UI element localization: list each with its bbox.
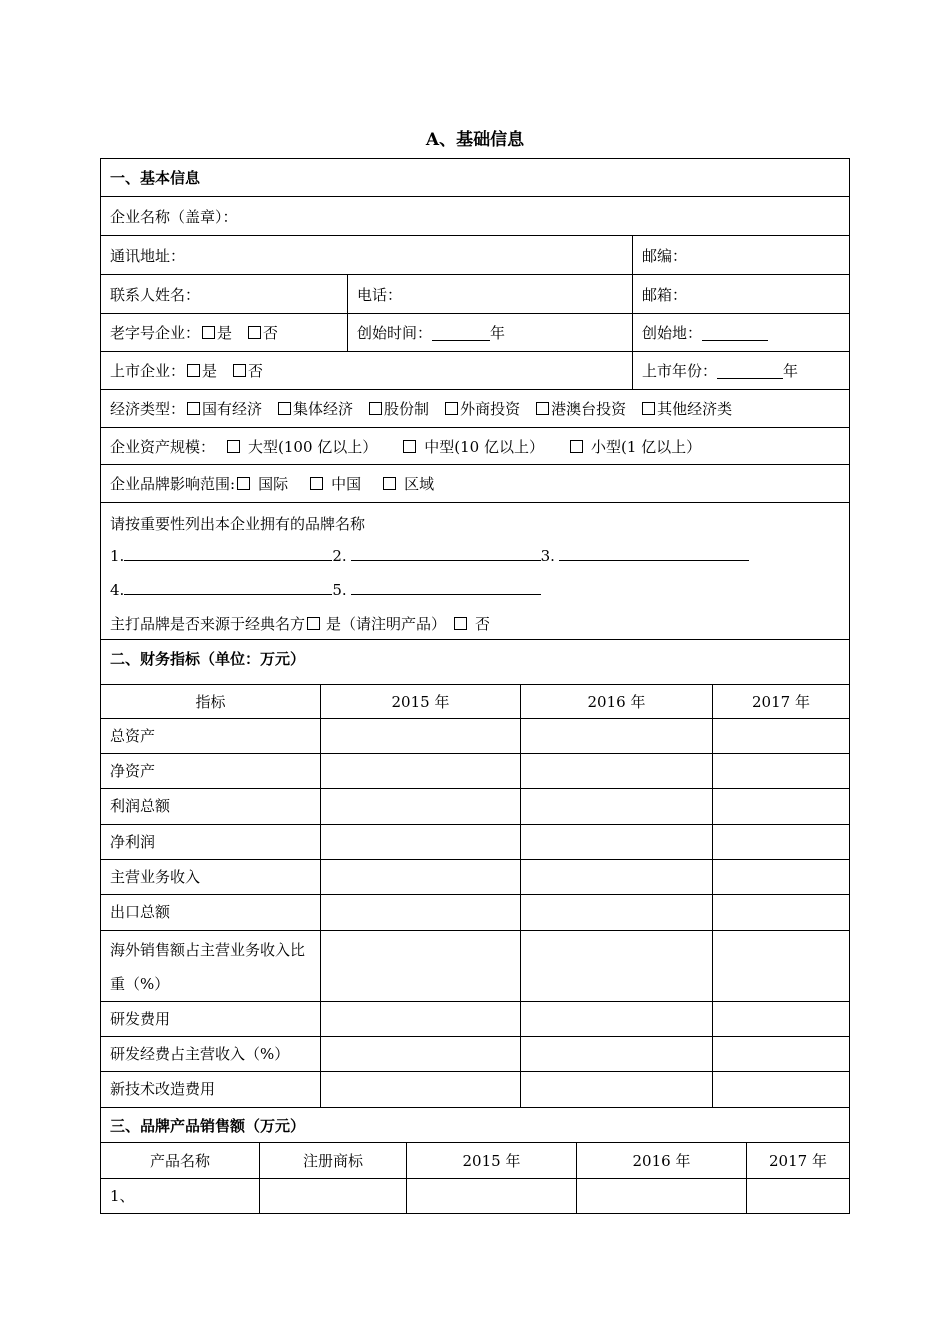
founded-time-label: 创始时间： [357,324,433,342]
listed-field [101,352,632,389]
table-row [100,1002,850,1037]
table-row [100,1179,850,1214]
laozihao-yes-label: 是 [217,324,233,342]
sales-col-product: 产品名称 [149,1152,210,1170]
basic-info-form [100,158,850,1214]
brand-2-blank[interactable] [351,545,541,561]
contact-row [100,275,850,314]
finance-cell-2017[interactable] [712,1072,849,1107]
finance-cell-2015[interactable] [320,860,520,894]
brand-list-block [101,503,849,639]
finance-cell-2016[interactable] [520,789,712,824]
sales-cell-2017[interactable] [746,1179,849,1213]
finance-row-label: 净利润 [110,833,156,851]
finance-row-label: 净资产 [110,762,156,780]
brand-number: 3. [540,547,555,565]
finance-cell-2017[interactable] [712,895,849,930]
economy-other-checkbox[interactable] [642,402,655,415]
listed-year-blank[interactable] [717,363,783,379]
brand-list-line-1 [110,539,840,573]
finance-cell-2015[interactable] [320,931,520,1001]
founded-time-field [347,314,632,351]
sales-col-2017: 2017 年 [746,1143,849,1178]
asset-option-label: 大型(100 亿以上） [248,437,378,456]
contact-name-field[interactable]: 联系人姓名： [110,285,201,304]
sales-cell-2016[interactable] [576,1179,746,1213]
founded-place-label: 创始地： [642,324,703,342]
asset-medium-checkbox[interactable] [403,440,416,453]
brand-influence-label: 企业品牌影响范围: [110,475,236,493]
finance-cell-2017[interactable] [712,754,849,788]
finance-cell-2016[interactable] [520,1037,712,1071]
economy-foreign-checkbox[interactable] [445,402,458,415]
economy-option-label: 港澳台投资 [551,400,627,418]
sales-header-row [100,1143,850,1179]
table-row [100,931,850,1002]
asset-scale-label: 企业资产规模： [110,437,216,456]
sales-cell-trademark[interactable] [259,1179,406,1213]
brand-option-label: 国际 [258,475,289,493]
brand-5-blank[interactable] [351,579,541,595]
finance-row-label: 利润总额 [110,797,171,815]
brand-international-checkbox[interactable] [237,477,250,490]
table-row [100,825,850,860]
table-row [100,1037,850,1072]
finance-col-2015: 2015 年 [320,685,520,718]
section-title: 二、财务指标（单位：万元） [110,650,306,668]
listed-year-label: 上市年份： [642,362,718,380]
finance-cell-2016[interactable] [520,860,712,894]
asset-large-checkbox[interactable] [227,440,240,453]
listed-yes-checkbox[interactable] [187,364,200,377]
finance-cell-2017[interactable] [712,1037,849,1071]
postcode-field[interactable]: 邮编： [632,236,849,274]
finance-row-label: 总资产 [110,727,156,745]
company-name-row [100,197,850,236]
finance-cell-2017[interactable] [712,860,849,894]
brand-3-blank[interactable] [559,545,749,561]
founded-time-blank[interactable] [432,325,490,341]
finance-cell-2016[interactable] [520,825,712,859]
economy-collective-checkbox[interactable] [278,402,291,415]
listed-no-checkbox[interactable] [233,364,246,377]
founded-place-blank[interactable] [702,325,768,341]
table-row [100,1072,850,1108]
listed-label: 上市企业： [110,362,186,380]
finance-row-label: 出口总额 [110,903,171,921]
section-finance-header [100,640,850,685]
finance-cell-2017[interactable] [712,825,849,859]
asset-option-label: 小型(1 亿以上） [591,437,702,456]
main-brand-line [110,607,840,641]
finance-cell-2015[interactable] [320,895,520,930]
finance-cell-2015[interactable] [320,1037,520,1071]
company-name-field[interactable]: 企业名称（盖章）： [110,207,238,226]
main-brand-yes-label: 是（请注明产品） [326,615,447,633]
section-title: 三、品牌产品销售额（万元） [110,1116,306,1135]
asset-scale-field [101,428,849,464]
economy-option-label: 集体经济 [293,400,354,418]
brand-list-row [100,503,850,640]
finance-cell-2017[interactable] [712,931,849,1001]
laozihao-no-checkbox[interactable] [248,326,261,339]
brand-list-prompt: 请按重要性列出本企业拥有的品牌名称 [110,515,366,533]
laozihao-no-label: 否 [263,324,279,342]
brand-4-blank[interactable] [124,579,332,595]
brand-regional-checkbox[interactable] [383,477,396,490]
sales-col-2016: 2016 年 [576,1143,746,1178]
brand-number: 5. [332,581,347,599]
finance-col-2016: 2016 年 [520,685,712,718]
brand-1-blank[interactable] [124,545,332,561]
brand-influence-row [100,465,850,503]
table-row [100,754,850,789]
brand-china-checkbox[interactable] [310,477,323,490]
table-row [100,895,850,931]
founded-time-suffix: 年 [490,324,506,342]
economy-hmt-checkbox[interactable] [536,402,549,415]
sales-col-2015: 2015 年 [406,1143,576,1178]
finance-cell-2017[interactable] [712,719,849,753]
brand-influence-field [101,465,849,502]
brand-option-label: 中国 [331,475,362,493]
finance-cell-2016[interactable] [520,1072,712,1107]
finance-cell-2015[interactable] [320,1002,520,1036]
brand-number: 2. [332,547,347,565]
founded-place-field [632,314,849,351]
sales-row-label[interactable]: 1、 [110,1187,135,1205]
table-row [100,860,850,895]
section-sales-header [100,1108,850,1143]
main-brand-yes-checkbox[interactable] [307,617,320,630]
laozihao-yes-checkbox[interactable] [202,326,215,339]
finance-cell-2015[interactable] [320,719,520,753]
finance-cell-2017[interactable] [712,789,849,824]
brand-number: 1. [110,547,125,565]
listed-year-suffix: 年 [783,362,799,380]
address-row [100,236,850,275]
finance-row-label: 研发经费占主营收入（%） [110,1045,290,1063]
brand-list-line-2 [110,573,840,607]
phone-field[interactable]: 电话： [347,275,632,313]
table-row [100,719,850,754]
listed-year-field [632,352,849,389]
laozihao-label: 老字号企业： [110,324,201,342]
finance-cell-2015[interactable] [320,754,520,788]
finance-cell-2016[interactable] [520,931,712,1001]
main-brand-question: 主打品牌是否来源于经典名方 [110,615,306,633]
sales-col-trademark: 注册商标 [259,1143,406,1178]
listed-no-label: 否 [248,362,264,380]
finance-cell-2016[interactable] [520,754,712,788]
asset-option-label: 中型(10 亿以上） [424,437,544,456]
asset-scale-row [100,428,850,465]
finance-col-2017: 2017 年 [712,685,849,718]
main-brand-no-label: 否 [475,615,491,633]
table-row [100,789,850,825]
finance-cell-2015[interactable] [320,789,520,824]
economy-option-label: 外商投资 [460,400,521,418]
economy-type-row [100,390,850,428]
main-brand-no-checkbox[interactable] [454,617,467,630]
asset-small-checkbox[interactable] [570,440,583,453]
finance-cell-2016[interactable] [520,1002,712,1036]
page-title: A、基础信息 [425,130,525,150]
sales-cell-2015[interactable] [406,1179,576,1213]
economy-option-label: 其他经济类 [657,400,733,418]
brand-option-label: 区域 [404,475,435,493]
listed-yes-label: 是 [202,362,218,380]
finance-cell-2015[interactable] [320,825,520,859]
finance-row-label: 主营业务收入 [110,868,201,886]
economy-shareholding-checkbox[interactable] [369,402,382,415]
listed-row [100,352,850,390]
finance-col-indicator: 指标 [195,693,226,711]
laozihao-row [100,314,850,352]
address-field[interactable]: 通讯地址： [110,246,186,265]
brand-number: 4. [110,581,125,599]
laozihao-field [101,314,347,351]
finance-cell-2016[interactable] [520,895,712,930]
economy-state-checkbox[interactable] [187,402,200,415]
finance-cell-2017[interactable] [712,1002,849,1036]
economy-type-label: 经济类型： [110,400,186,418]
email-field[interactable]: 邮箱： [632,275,849,313]
finance-row-label: 研发费用 [110,1010,171,1028]
section-title: 一、基本信息 [110,169,201,187]
economy-type-field [101,390,849,427]
economy-option-label: 国有经济 [202,400,263,418]
finance-header-row [100,685,850,719]
section-basic-info-header [100,158,850,197]
finance-cell-2016[interactable] [520,719,712,753]
finance-row-label: 海外销售额占主营业务收入比重（%） [110,941,306,993]
finance-cell-2015[interactable] [320,1072,520,1107]
finance-row-label: 新技术改造费用 [110,1080,216,1098]
economy-option-label: 股份制 [384,400,430,418]
